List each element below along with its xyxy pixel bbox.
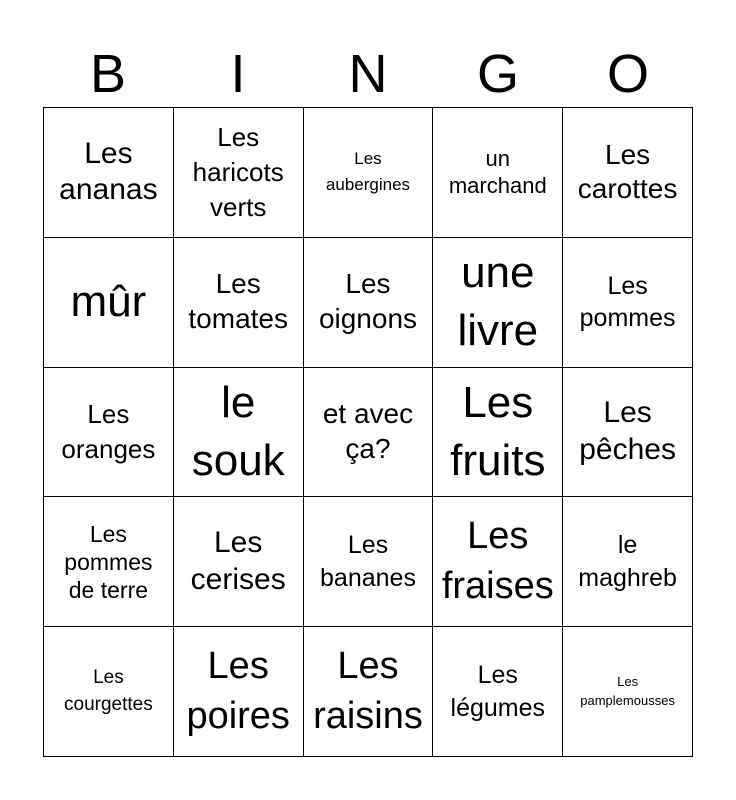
bingo-cell[interactable]	[563, 238, 693, 368]
header-letter-b: B	[89, 44, 127, 104]
cell-text: Les tomates	[188, 268, 288, 335]
cell-text: Les oignons	[318, 268, 418, 335]
bingo-cell[interactable]	[433, 627, 563, 757]
header-letter-i: I	[230, 44, 246, 104]
bingo-cell[interactable]	[44, 627, 174, 757]
cell-text: Les bananes	[320, 531, 416, 592]
cell-text: le maghreb	[578, 531, 677, 592]
bingo-cell[interactable]	[44, 497, 174, 627]
cell-text: Les haricots verts	[192, 121, 284, 222]
bingo-cell[interactable]	[174, 627, 304, 757]
bingo-cell[interactable]	[174, 368, 304, 498]
header-letter-n: N	[348, 44, 388, 104]
cell-text: Les fraises	[441, 515, 554, 607]
bingo-cell[interactable]	[44, 368, 174, 498]
bingo-cell[interactable]	[563, 627, 693, 757]
cell-text: Les courgettes	[64, 667, 153, 715]
cell-text: Les fruits	[450, 377, 546, 485]
cell-text: Les carottes	[577, 138, 678, 205]
cell-text: Les pamplemousses	[580, 673, 675, 708]
cell-text: Les cerises	[190, 526, 286, 596]
cell-text: Les poires	[186, 645, 290, 737]
bingo-cell[interactable]	[563, 497, 693, 627]
cell-text: un marchand	[448, 145, 547, 199]
header-letter-o: O	[606, 44, 649, 104]
cell-text: Les raisins	[313, 645, 423, 737]
cell-text: Les aubergines	[325, 149, 411, 195]
bingo-cell[interactable]	[304, 627, 434, 757]
header-letter-g: G	[476, 44, 519, 104]
bingo-cell[interactable]	[563, 108, 693, 238]
bingo-cell[interactable]	[44, 108, 174, 238]
bingo-cell[interactable]	[433, 368, 563, 498]
bingo-cell[interactable]	[304, 368, 434, 498]
cell-text: Les légumes	[450, 661, 546, 722]
cell-text: Les pêches	[579, 396, 676, 466]
cell-text: Les ananas	[59, 136, 158, 207]
cell-text: Les pommes de terre	[64, 520, 153, 603]
cell-text: Les pommes	[579, 271, 676, 333]
bingo-cell[interactable]	[433, 497, 563, 627]
bingo-cell[interactable]	[304, 238, 434, 368]
cell-text: mûr	[70, 277, 147, 327]
bingo-cell[interactable]	[174, 108, 304, 238]
bingo-cell[interactable]	[563, 368, 693, 498]
bingo-cell[interactable]	[174, 238, 304, 368]
bingo-cell[interactable]	[304, 108, 434, 238]
cell-text: Les oranges	[61, 398, 156, 464]
bingo-cell[interactable]	[304, 497, 434, 627]
bingo-header	[43, 40, 693, 108]
cell-text: une livre	[457, 248, 539, 356]
bingo-cell[interactable]	[433, 108, 563, 238]
bingo-cell[interactable]	[44, 238, 174, 368]
cell-text: et avec ça?	[322, 398, 414, 464]
bingo-card-grid	[43, 107, 693, 757]
cell-text: le souk	[191, 377, 285, 485]
bingo-cell[interactable]	[174, 497, 304, 627]
bingo-cell[interactable]	[433, 238, 563, 368]
